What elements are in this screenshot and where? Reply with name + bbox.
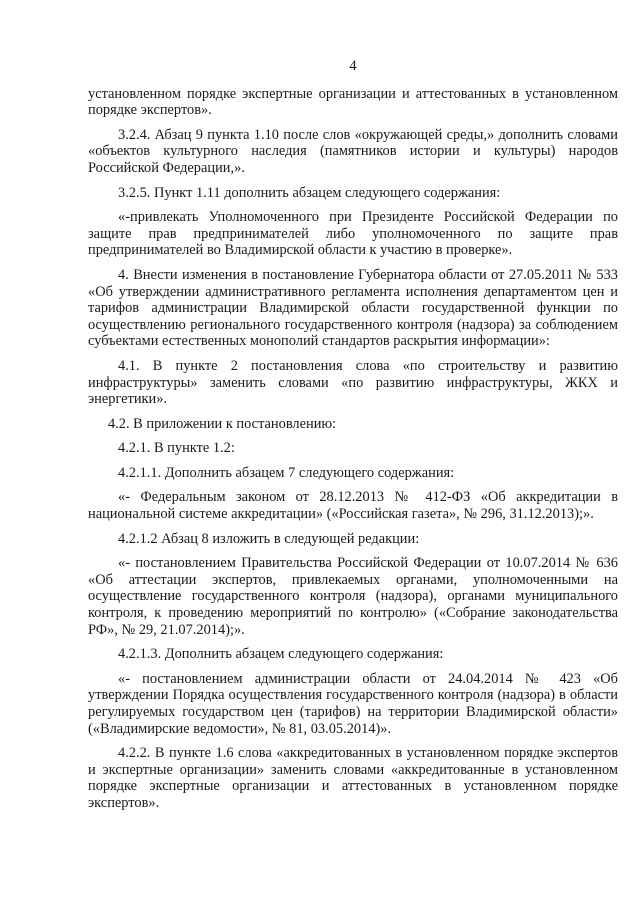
paragraph-4-2-1-3-text: «- постановлением администрации области от 24.04.2014 № 423 «Об утверждении Порядка осуществления государственного контроля (надзора) в области регулируемых государством цен (тарифов) на территории Владимирской области» («Владимирские ведомости», № 81, 03.05.2014)».: [88, 670, 618, 737]
paragraph-4-2-2: 4.2.2. В пункте 1.6 слова «аккредитованных в установленном порядке экспертов и экспертные организации» заменить словами «аккредитованные в установленном порядке экспертные организации и аттестованных в установленном порядке экспертов».: [88, 745, 618, 811]
paragraph-4-2-1-2: 4.2.1.2 Абзац 8 изложить в следующей редакции:: [118, 530, 420, 547]
paragraph-4-1: 4.1. В пункте 2 постановления слова «по строительству и развитию инфраструктуры» заменить словами «по развитию инфраструктуры, ЖКХ и энергетики».: [88, 357, 618, 408]
paragraph-4-2-1-2-text: «- постановлением Правительства Российской Федерации от 10.07.2014 № 636 «Об аттестации экспертов, привлекаемых органами, уполномоченными на осуществление государственного контроля (надзора), органами муниципального контроля, к проведению мероприятий по контролю» («Собрание законодательства РФ», № 29, 21.07.2014);».: [88, 555, 618, 638]
paragraph-4-2-1: 4.2.1. В пункте 1.2:: [118, 440, 235, 457]
paragraph-4: 4. Внести изменения в постановление Губернатора области от 27.05.2011 № 533 «Об утверждении административного регламента исполнения департаментом цен и тарифов администрации Владимирской области государственной функции по осуществлению регионального государственного контроля (надзора) за соблюдением субъектами естественных монополий стандартов раскрытия информации»:: [88, 266, 618, 350]
paragraph-3-2-5: 3.2.5. Пункт 1.11 дополнить абзацем следующего содержания:: [118, 184, 501, 201]
paragraph-continuation: установленном порядке экспертные организации и аттестованных в установленном порядке экспертов».: [88, 85, 618, 119]
paragraph-3-2-4: 3.2.4. Абзац 9 пункта 1.10 после слов «окружающей среды,» дополнить словами «объектов культурного наследия (памятников истории и культуры) народов Российской Федерации,».: [88, 126, 618, 176]
paragraph-4-2-1-3: 4.2.1.3. Дополнить абзацем следующего содержания:: [118, 646, 444, 663]
paragraph-4-2-1-1: 4.2.1.1. Дополнить абзацем 7 следующего содержания:: [118, 464, 455, 481]
paragraph-3-2-5-text: «-привлекать Уполномоченного при Президенте Российской Федерации по защите прав предпринимателей либо уполномоченного по защите прав предпринимателей во Владимирской области к участию в проверке».: [88, 209, 618, 259]
paragraph-4-2-1-1-text: «- Федеральным законом от 28.12.2013 № 412-ФЗ «Об аккредитации в национальной системе аккредитации» («Российская газета», № 296, 31.12.2013);».: [88, 489, 618, 523]
paragraph-4-2: 4.2. В приложении к постановлению:: [108, 415, 337, 432]
page-number: 4: [349, 58, 357, 74]
